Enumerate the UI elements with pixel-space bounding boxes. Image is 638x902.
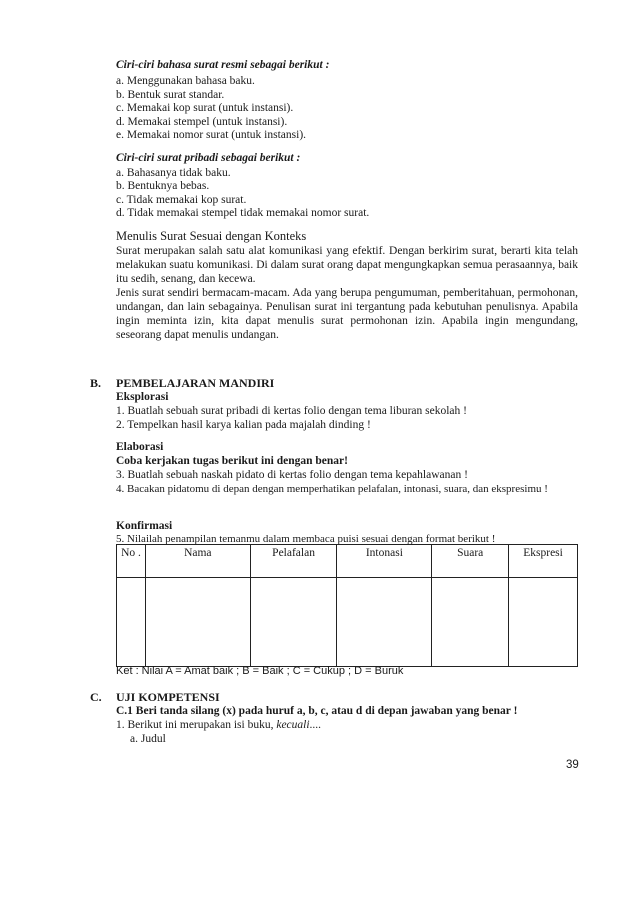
section-c-title: UJI KOMPETENSI: [116, 690, 220, 704]
section-c-letter: C.: [90, 690, 102, 704]
menulis-heading: Menulis Surat Sesuai dengan Konteks: [116, 229, 307, 243]
menulis-paragraph-2: Jenis surat sendiri bermacam-macam. Ada yang berupa pengumuman, pemberitahuan, permohonan, undangan, dan lain sebagainya. Penulisan surat ini tergantung pada kebutuhan penulisnya. Apabila ingin meminta izin, kita dapat menulis surat permohonan izin. Apabila ingin mengundang, seseorang dapat menulis undangan.: [116, 287, 578, 341]
menulis-paragraph-1: Surat merupakan salah satu alat komunikasi yang efektif. Dengan berkirim surat, berarti kita telah melakukan suatu komunikasi. Di dalam surat orang dapat mengungkapkan semua perasaannya, baik itu sedih, senang, dan kecewa.: [116, 245, 578, 285]
eksplorasi-item-2: 2. Tempelkan hasil karya kalian pada majalah dinding !: [116, 419, 371, 431]
question-1-prefix: 1. Berikut ini merupakan isi buku,: [116, 719, 277, 731]
table-header-row: [117, 545, 578, 578]
c1-instruction: C.1 Beri tanda silang (x) pada huruf a, b, c, atau d di depan jawaban yang benar !: [116, 705, 518, 717]
ciri-pribadi-item-b: b. Bentuknya bebas.: [116, 180, 210, 192]
penilaian-table: [116, 544, 578, 667]
eksplorasi-label: Eksplorasi: [116, 391, 169, 403]
header-suara: Suara: [432, 545, 509, 578]
ciri-pribadi-item-d: d. Tidak memakai stempel tidak memakai nomor surat.: [116, 207, 370, 219]
page-number: 39: [566, 759, 579, 771]
table-cell[interactable]: [117, 578, 146, 667]
ciri-resmi-item-b: b. Bentuk surat standar.: [116, 89, 225, 101]
elaborasi-instruction: Coba kerjakan tugas berikut ini dengan benar!: [116, 455, 348, 467]
question-1: [116, 718, 321, 732]
question-1-suffix: ....: [309, 719, 322, 731]
ciri-resmi-item-a: a. Menggunakan bahasa baku.: [116, 75, 255, 87]
table-cell[interactable]: [250, 578, 337, 667]
ciri-pribadi-item-a: a. Bahasanya tidak baku.: [116, 167, 231, 179]
keterangan-nilai: Ket : Nilai A = Amat baik ; B = Baik ; C = Cukup ; D = Buruk: [116, 665, 404, 677]
section-b-title: PEMBELAJARAN MANDIRI: [116, 376, 275, 390]
ciri-pribadi-heading: Ciri-ciri surat pribadi sebagai berikut :: [116, 152, 301, 164]
header-ekspresi: Ekspresi: [509, 545, 578, 578]
section-b-letter: B.: [90, 376, 102, 390]
header-pelafalan: Pelafalan: [250, 545, 337, 578]
table-cell[interactable]: [145, 578, 250, 667]
elaborasi-item-3: 3. Buatlah sebuah naskah pidato di kertas folio dengan tema kepahlawanan !: [116, 469, 468, 481]
ciri-resmi-item-c: c. Memakai kop surat (untuk instansi).: [116, 102, 294, 114]
table-row: [117, 578, 578, 667]
header-intonasi: Intonasi: [337, 545, 432, 578]
table-cell[interactable]: [509, 578, 578, 667]
konfirmasi-label: Konfirmasi: [116, 520, 173, 532]
table-cell[interactable]: [432, 578, 509, 667]
ciri-pribadi-item-c: c. Tidak memakai kop surat.: [116, 194, 247, 206]
header-no: No .: [117, 545, 146, 578]
konfirmasi-item-5: 5. Nilailah penampilan temanmu dalam membaca puisi sesuai dengan format berikut !: [116, 533, 496, 545]
ciri-resmi-heading: Ciri-ciri bahasa surat resmi sebagai berikut :: [116, 59, 330, 71]
question-1-option-a: a. Judul: [130, 733, 166, 745]
table-cell[interactable]: [337, 578, 432, 667]
question-1-italic: kecuali: [276, 719, 310, 731]
ciri-resmi-item-e: e. Memakai nomor surat (untuk instansi).: [116, 129, 307, 141]
elaborasi-item-4: 4. Bacakan pidatomu di depan dengan memperhatikan pelafalan, intonasi, suara, dan ekspresimu !: [116, 483, 548, 495]
elaborasi-label: Elaborasi: [116, 441, 164, 453]
eksplorasi-item-1: 1. Buatlah sebuah surat pribadi di kertas folio dengan tema liburan sekolah !: [116, 405, 467, 417]
header-nama: Nama: [145, 545, 250, 578]
ciri-resmi-item-d: d. Memakai stempel (untuk instansi).: [116, 116, 288, 128]
